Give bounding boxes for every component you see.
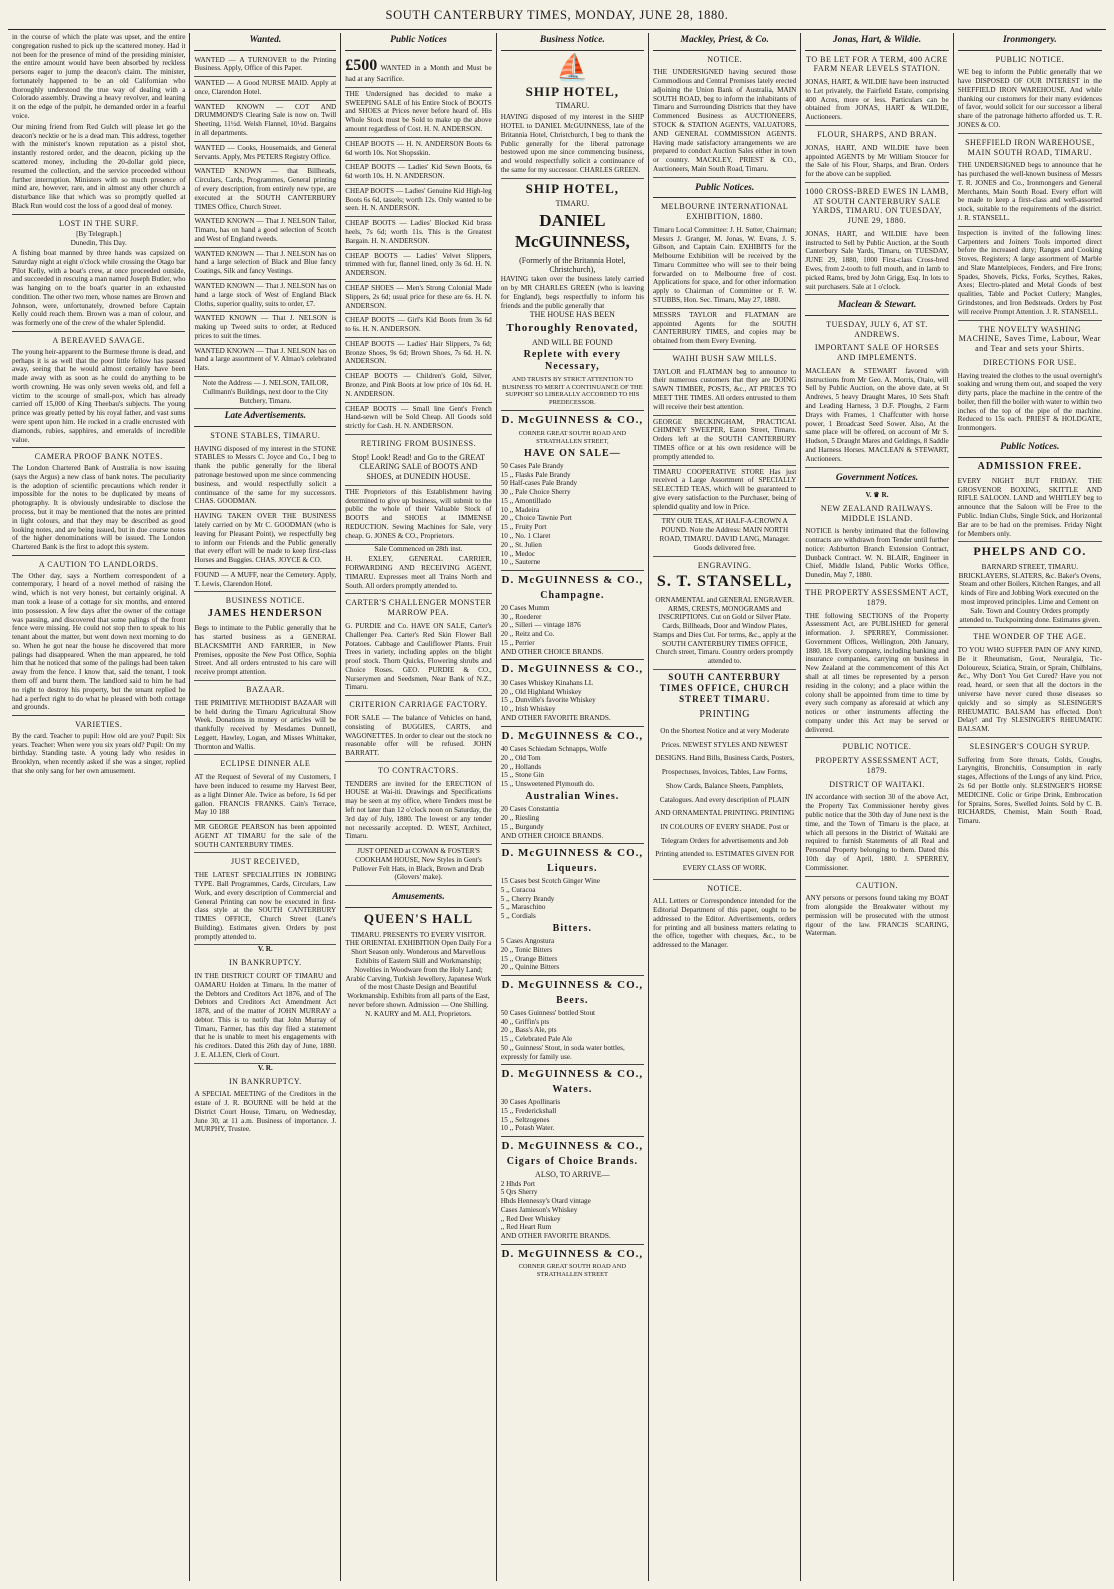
article-text: The young heir-apparent to the Burmese throne is dead, and perhaps it is as well that the poor little fellow has passed away, seeing that he would almost certainly have been made away with as soon as he could do anything to be worth crowning. He was only seven weeks old, and fell a victim to the scourge of small-pox, which has already carried off 15,000 of King Theebau's subjects. The young prince was greatly petted by his royal father, and vast sums were spent upon him. He rocked in a cradle encrusted with diamonds, rubies, sapphires, and emeralds of incredible value. — [12, 347, 186, 444]
ad-heading: SLESINGER'S COUGH SYRUP. — [969, 741, 1090, 751]
article-text: The London Chartered Bank of Australia is now issuing (says the Argus) a new class of bank notes. The peculiarity is the adoption of scientific precautions which render it impossible for the notes to be duplicated by means of photography. It is obviously undesirable to disclose the process, but it may be mentioned that the notes are printed in light colours, and that they may be described as good looking notes, and are being issued, but in due course notes of the higher denominations will be issued. The London Chartered Bank is the first to adopt this system. — [12, 464, 186, 552]
ad-emphasis: Australian Wines. — [525, 791, 620, 803]
classified-ad: THE UNDERSIGNED begs to announce that he has purchased the well-known business of Messrs T. R. JONES and Co., Ironmongers and General Merchants, Main South Road. Every effort will be made to keep a first-class and well-assorted stock, suitable to the requirements of the district. J. R. STANSELL. — [958, 159, 1102, 226]
column-4 — [497, 33, 649, 1581]
legal-notice: IN accordance with section 30 of the above Act, the Property Tax Commissioner hereby gives public notice that the 30th day of June next is the time, and the Town of Timaru is the place, at which all persons in the District of Waitaki are required to furnish Statements of all Real and Personal Property belonging to them. Dated this 10th day of April, 1880. J. SPERREY, Commissioner. — [805, 791, 948, 876]
classified-ad: ALL Letters or Correspondence intended for the Editorial Department of this paper, ought to be addressed to the Editor. Advertisements, orders for printing and all business matters relating to the office, together with cheques, &c., to be addressed to the Manager. — [653, 897, 797, 950]
dateline: [By Telegraph.] — [76, 230, 122, 239]
ad-name: D. McGUINNESS & CO., — [501, 847, 644, 860]
classified-ad: Stop! Look! Read! and Go to the GREAT CLEARING SALE of BOOTS AND SHOES, at DUNEDIN HOUSE. — [345, 451, 492, 486]
ad-heading: CRITERION CARRIAGE FACTORY. — [349, 700, 488, 710]
ad-heading: TO BE LET FOR A TERM, 400 ACRE FARM NEAR LEVELS STATION. — [806, 54, 948, 74]
ad-emphasis: HAVE ON SALE— — [523, 447, 621, 459]
price-list: 15 Cases best Scotch Ginger Wine 5 ,, Curacoa 5 ,, Cherry Brandy 5 ,, Maraschino 5 ,, Cordials — [500, 876, 600, 921]
classified-ad: HAVING TAKEN OVER THE BUSINESS lately carried on by Mr C. GOODMAN (who is leaving for Pleasant Point), we respectfully beg to inform our Friends and the Public generally that every effort will be made to keep first-class Horses and Buggies. CHAS. JOYCE & CO. — [194, 510, 336, 569]
section-header: Jonas, Hart, & Wildie. — [805, 33, 948, 51]
classified-ad: WANTED KNOWN — COT AND DRUMMOND'S Clearing Sale is now on. Twill Sheeting, 11½d. Welsh Flannel, 10½d. Bargains in all departments. — [194, 101, 336, 142]
ad-heading: TO CONTRACTORS. — [378, 765, 459, 775]
classified-ad: JONAS, HART, and WILDIE have been instructed to Sell by Public Auction, at the South Canterbury Sale Yards, Timaru, on TUESDAY, JUNE 29, 1880, 1000 First-class Cross-bred Ewes, from 2-tooth to full mouth, and in lamb to picked Rams, bred by John Grigg, Esq. In lots to suit purchasers. Sale at 1 o'clock. — [805, 228, 948, 295]
ad-heading: STONE STABLES, TIMARU. — [210, 430, 321, 440]
classified-ad: WE beg to inform the Public generally that we have DISPOSED OF OUR INTEREST in the SHEFFIELD IRON WAREHOUSE. And while thanking our customers for their many evidences of favor, would solicit for our successor a liberal share of the patronage hitherto afforded us. T. R. JONES & CO. — [958, 66, 1102, 133]
ad-heading: IN BANKRUPTCY. — [229, 1076, 302, 1086]
ad-emphasis: Cigars of Choice Brands. — [506, 1155, 638, 1167]
ad-heading: NOTICE. — [707, 54, 743, 64]
ad-heading: PUBLIC NOTICE. — [995, 54, 1065, 64]
legal-notice: IN THE DISTRICT COURT OF TIMARU and OAMARU Holden at Timaru. In the matter of the Debtors and Creditors Act 1876, and of The Debtors and Creditors Act Amendment Act 1878, and of the matter of JOHN MURRAY a debtor. This is to notify that John Murray of Timaru, Farmer, has this day filed a statement that he is unable to meet his engagements with his creditors. Dated this 26th day of June, 1880. J. E. ALLEN, Clerk of Court. — [194, 970, 336, 1064]
dateline: Dunedin, This Day. — [70, 239, 127, 248]
ad-emphasis: Replete with every Necessary, — [523, 349, 622, 373]
section-header: Government Notices. — [805, 471, 948, 489]
classified-ad: THE Proprietors of this Establishment having determined to give up business, will submit to the public the whole of their Valuable Stock of BOOTS and SHOES at IMMENSE REDUCTION. Sewing Machines for Sale, very cheap. G. JONES & CO., Proprietors. — [345, 486, 492, 545]
ad-name: D. McGUINNESS & CO., — [501, 574, 644, 587]
ad-name: D. McGUINNESS & CO., — [501, 1068, 644, 1081]
article-heading: A CAUTION TO LANDLORDS. — [38, 559, 159, 569]
ad-heading: IMPORTANT SALE OF HORSES AND IMPLEMENTS. — [814, 343, 940, 363]
article-heading: CAMERA PROOF BANK NOTES. — [34, 452, 163, 462]
classified-ad: CHEAP BOOTS — Girl's Kid Boots from 3s 6d to 6s. H. N. ANDERSON. — [345, 314, 492, 338]
royal-cipher: V. R. — [257, 1063, 273, 1072]
classified-ad: MR GEORGE PEARSON has been appointed AGENT AT TIMARU for the sale of the SOUTH CANTERBURY TIMES. — [194, 821, 336, 853]
ad-heading: BUSINESS NOTICE. — [225, 596, 305, 606]
classified-ad: Note the Address — J. NELSON, TAILOR, Cullmann's Buildings, next door to the City Butchery, Timaru. — [194, 377, 336, 409]
ad-text: AND TRUSTS BY STRICT ATTENTION TO BUSINESS TO MERIT A CONTINUANCE OF THE SUPPORT SO LIBERALLY ACCORDED TO HIS PREDECESSOR. — [501, 375, 643, 407]
classified-ad: Suffering from Sore throats, Colds, Coughs, Laryngitis, Bronchitis, Consumption in early stages, Affections of the Lungs of any kind. Price, 2s 6d per Bottle only. SLESINGER'S HORSE MEDICINE. Colic or Gripe Drink, Embrocation for Sprains, Sores, Swelled Joints. Sold by C. B. RICHARDS, Chemist, Main South Road, Timaru. — [957, 755, 1102, 826]
ad-name: QUEEN'S HALL — [363, 910, 474, 926]
ad-subtitle: CORNER GREAT SOUTH ROAD AND STRATHALLEN STREET, — [518, 429, 627, 445]
ad-name: SOUTH CANTERBURY TIMES OFFICE, CHURCH STREET TIMARU. — [659, 672, 790, 704]
ad-name: SHIP HOTEL, — [525, 83, 620, 99]
ad-text: ALSO, TO ARRIVE— — [535, 1169, 610, 1179]
article-heading: VARIETIES. — [75, 720, 123, 730]
ad-heading: NEW ZEALAND RAILWAYS. MIDDLE ISLAND. — [820, 503, 934, 523]
classified-ad: CHEAP BOOTS — Children's Gold, Silver, Bronze, and Pink Boots at low price of 10s 6d. H. N. ANDERSON. — [345, 370, 492, 402]
ad-heading: SHEFFIELD IRON WAREHOUSE, MAIN SOUTH ROAD, TIMARU. — [965, 137, 1095, 157]
classified-ad: THE UNDERSIGNED having secured those Commodious and Central Premises lately erected adjoining the Union Bank of Australia, MAIN SOUTH ROAD, beg to inform the inhabitants of Timaru and Surrounding Districts that they have Commenced Business as AUCTIONEERS, STOCK & STATION AGENTS, VALUATORS, AND GENERAL COMMISSION AGENTS. Having made satisfactory arrangements we are prepared to conduct Auction Sales either in town or country. MACKLEY, PRIEST & CO., Auctioneers, Main South Road, Timaru. — [653, 66, 796, 177]
ad-heading: RETIRING FROM BUSINESS. — [360, 438, 477, 448]
section-header: Public Notices — [345, 33, 492, 51]
price-list: 50 Cases Guinness' bottled Stout 40 ,, Griffin's pts 20 ,, Bass's Ale, pts 15 ,, Celebrated Pale Ale 50 ,, Guinness' Stout, in soda water bottles, expressly for family use. — [500, 1008, 625, 1061]
classified-ad: On the Shortest Notice and at very Moderate Prices. NEWEST STYLES AND NEWEST DESIGNS. Hand Bills, Business Cards, Posters, Prospectuses, Invoices, Tables, Law Forms, Show Cards, Balance Sheets, Pamphlets, Catalogues. And every description of PLAIN AND ORNAMENTAL PRINTING. PRINTING IN COLOURS OF EVERY SHADE. Post or Telegram Orders for advertisements and Job Printing attended to. ESTIMATES GIVEN FOR EVERY CLASS OF WORK. — [653, 723, 796, 879]
ad-subtitle: TIMARU. — [555, 198, 590, 208]
classified-ad: Inspection is invited of the following lines: Carpenters and Joiners Tools imported direct before the increased duty; Ranges and Cooking Stoves, Registers; A large assortment of Marble and Slate Mantelpieces, Fenders, and Fire Irons; Spades, Shovels, Picks, Forks, Scythes, Rakes, Axes; Electro-plated and Metal Goods of best qualities, Table and Pocket Cutlery; Mangles, Grindstones, and Iron Bedsteads. Orders by Post will receive Prompt Attention. J. R. STANSELL. — [958, 227, 1102, 321]
ad-heading: DIRECTIONS FOR USE. — [982, 357, 1077, 367]
classified-ad: WANTED KNOWN — That J. NELSON has on hand a large selection of Black and Blue fancy Coatings, Silk and fancy Vestings. — [194, 248, 336, 280]
ad-emphasis: Champagne. — [540, 589, 605, 601]
ad-subtitle: (Formerly of the Britannia Hotel, Christchurch), — [519, 255, 626, 275]
classified-ad: FOR SALE — The balance of Vehicles on hand, consisting of BUGGIES, CARTS, and WAGONETTES. In order to clear out the stock no reasonable offer will be refused. JOHN BARRATT. — [345, 712, 492, 762]
ad-heading: ECLIPSE DINNER ALE — [220, 759, 311, 769]
price-list: 2 Hhds Port 5 Qrs Sherry Hhds Hennessy's Otard vintage Cases Jamieson's Whiskey ,, Red Deer Whiskey ,, Red Heart Rum AND OTHER FAVORITE BRANDS. — [500, 1179, 611, 1241]
ad-text: Sale Commenced on 28th inst. — [374, 544, 463, 553]
article-text: Our mining friend from Red Gulch will please let go the deacon's necktie or he is a dead man. This address, together with the minister's known reputation as a pistol shot, instantly restored order, and the deacon, picking up the scattered money, including the 20-dollar gold piece, resumed the collection, and the service proceeded without further interruption. Ministers with so much presence of mind are, however, rare, and in almost any other church a disturbance like that which was so promptly quelled at Black Run would cost the loss of a good deal of money. — [12, 122, 186, 210]
column-7 — [954, 33, 1106, 1581]
ad-name: D. McGUINNESS & CO., — [501, 979, 644, 992]
ad-name: S. T. STANSELL, — [656, 573, 793, 591]
section-header: Wanted. — [194, 33, 336, 51]
classified-ad: CHEAP BOOTS — Ladies' Hair Slippers, 7s 6d; Bronze Shoes, 9s 6d; Brown Shoes, 7s 6d. H. N. ANDERSON. — [345, 338, 492, 370]
legal-notice: ANY persons or persons found taking my BOAT from alongside the Breakwater without my permission will be prosecuted with the utmost rigour of the law. FRANCIS SCARING, Waterman. — [805, 894, 949, 938]
column-3 — [341, 33, 497, 1581]
ad-heading: THE NOVELTY WASHING MACHINE, Saves Time, Labour, Wear and Tear and sets your Shirts. — [958, 324, 1101, 354]
classified-ad: JONAS, HART, AND WILDIE have been appointed AGENTS by Mr William Stoucer for the Sale of his Flour, Sharps, and Bran. Orders for the above can be supplied. — [805, 142, 948, 183]
ad-heading: IN BANKRUPTCY. — [229, 958, 302, 968]
classified-ad — [345, 54, 492, 88]
classified-ad: WANTED — A TURNOVER to the Printing Business. Apply, Office of this Paper. — [194, 54, 336, 78]
ad-heading: THE WONDER OF THE AGE. — [973, 632, 1087, 642]
classified-ad: CHEAP SHOES — Men's Strong Colonial Made Slippers, 2s 6d; usual price for these are 6s. H. N. ANDERSON. — [345, 282, 492, 314]
section-header: Late Advertisements. — [194, 409, 336, 427]
classified-ad: WANTED KNOWN — That J. NELSON has on hand a large stock of West of England Black Cloths, superior quality, suits to order, £7. — [194, 280, 336, 312]
classified-ad: MACLEAN & STEWART favored with instructions from Mr Geo. A. Morris, Otaio, will Sell by Public Auction, on the above date, at St Andrews, 5 heavy Draught Mares, 10 Sets Shaft and Leading Harness, 3 D.F. Ploughs, 2 Farm Drays with Frames, 1 Chaffcutter with horse power, 1 Broadcast Seed Sower. Also, At the same place will be offered, on account of Mr S. Hudson, 5 Draught Mares and Geldings, 8 Saddle and Harness Horses. MACLEAN & STEWART, Auctioneers. — [805, 365, 948, 468]
ad-heading: TUESDAY, JULY 6, AT ST. ANDREWS. — [826, 319, 928, 339]
classified-ad: CHEAP BOOTS — H. N. ANDERSON Boots 6s 6d worth 10s. Not Shopsskin. — [345, 138, 492, 162]
ad-name: D. McGUINNESS & CO., — [501, 1247, 644, 1260]
ad-name: D. McGUINNESS & CO., — [501, 663, 644, 676]
price-list: 20 Cases Mumm 30 ,, Roederer 20 ,, Silleri — vintage 1876 20 ,, Reitz and Co. 15 ,, Perrier AND OTHER CHOICE BRANDS. — [500, 603, 604, 656]
column-1 — [8, 33, 190, 1581]
classified-ad: FOUND — A MUFF, near the Cemetery. Apply, T. Lewis, Clarendon Hotel. — [194, 569, 336, 593]
ad-heading: JUST RECEIVED, — [231, 857, 300, 867]
ad-heading: MELBOURNE INTERNATIONAL EXHIBITION, 1880. — [661, 202, 789, 222]
ad-emphasis: Liqueurs. — [547, 862, 598, 874]
classified-ad: CHEAP BOOTS — Ladies' Kid Sewn Boots, 6s 6d worth 10s. H. N. ANDERSON. — [345, 161, 492, 185]
price-list: 30 Cases Apollinaris 15 ,, Frederickshall 15 ,, Seltzogenes 10 ,, Potash Water. — [500, 1098, 561, 1133]
classified-ad: TAYLOR and FLATMAN beg to announce to their numerous customers that they are DOING SAWN TIMBER, POSTS, &c., AT PRICES TO MEET THE TIMES. All orders entrusted to them will receive their best attention. — [653, 366, 796, 416]
ad-name: ADMISSION FREE. — [977, 460, 1083, 472]
classified-ad: TIMARU COOPERATIVE STORE Has just received a Large Assortment of SPECIALLY SELECTED TEAS, which will be guaranteed to give every satisfaction to the Purchaser, being of splendid quality and low in Price. — [653, 466, 796, 516]
ad-name: DANIEL McGUINNESS, — [514, 211, 630, 251]
article-text: By the card. Teacher to pupil: How old are you? Pupil: Six years. Teacher: When were you six years old? Pupil: On my birthday. Standing taste. A young lady who resides in Brooklyn, when recently asked if she was a singer, replied that she only sang for her own amusement. — [12, 731, 186, 775]
classified-ad: Begs to intimate to the Public generally that he has started business as a GENERAL BLACKSMITH AND FARRIER, in New Premises, opposite the New Post Office, Sophia Street. And all orders entrusted to his care will receive prompt attention. — [194, 622, 336, 681]
column-6 — [801, 33, 953, 1581]
ad-subtitle: TIMARU. — [555, 101, 590, 111]
ad-name: PHELPS AND CO. — [973, 544, 1087, 559]
classified-ad: TENDERS are invited for the ERECTION of HOUSE at Wai-iti. Drawings and Specifications may be seen at my office, where Tenders must be left not later than 12 o'clock noon on Saturday, the 3rd day of July, 1880. The lowest or any tender not necessarily accepted. D. WEST, Architect, Timaru. — [345, 778, 492, 845]
article-text: in the course of which the plate was upset, and the entire congregation rushed to pick up the scattered money. Had it not been for the presence of mind of the presiding minister, the entire amount would have been absorbed by reckless persons eager to jump the deacon's claim. The minister, fortunately happened to be an old Californian who thoroughly understood the true way of dealing with a Colorado assembly. Drawing a heavy revolver, and leaning it on the edge of the pulpit, he demanded order in a fearful voice. — [12, 33, 186, 121]
classified-ad: AT the Request of Several of my Customers, I have been induced to resume my Harvest Beer, as a light Dinner Ale. Twice as before, 1s 6d per gallon. FRANCIS FRANKS. Cain's Terrace, May 10 188 — [194, 771, 336, 821]
amount-heading: £500 — [345, 56, 378, 74]
ad-heading: 1000 CROSS-BRED EWES IN LAMB, AT SOUTH CANTERBURY SALE YARDS, TIMARU. ON TUESDAY, JUNE 29, 1880. — [805, 186, 949, 226]
royal-cipher: V. ♛ R. — [865, 491, 889, 500]
section-header: Public Notices. — [958, 440, 1102, 458]
price-list: 40 Cases Schiedam Schnapps, Wolfe 20 ,, Old Tom 20 ,, Hollands 15 ,, Stone Gin 15 ,, Unsweetened Plymouth do. — [500, 745, 607, 789]
classified-ad: ORNAMENTAL and GENERAL ENGRAVER. ARMS, CRESTS, MONOGRAMS and INSCRIPTIONS. Cut on Gold or Silver Plate. Cards, Billheads, Door and Window Plates, Stamps and Dies Cut. For terms, &c., apply at the SOUTH CANTERBURY TIMES OFFICE, Church street, Timaru. Country orders promptly attended to. — [653, 594, 796, 670]
classified-ad: CHEAP BOOTS — Ladies' Velvet Slippers, trimmed with fur, flannel lined, only 3s 6d. H. N. ANDERSON. — [345, 250, 492, 282]
ad-heading: ENGRAVING. — [697, 560, 752, 570]
classified-ad: HAVING disposed of my interest in the SHIP HOTEL to DANIEL McGUINNESS, late of the Britannia Hotel, Christchurch, I beg to thank the Public generally for the liberal patronage bestowed upon me since commencing business, and would respectfully solicit a continuance of the same for my successor. CHARLES GREEN. — [501, 111, 644, 178]
classified-ad: JONAS, HART, & WILDIE have been instructed to Let privately, the Fairfield Estate, comprising 400 Acres, more or less. Particulars can be obtained from JONAS, HART & WILDIE, Auctioneers. — [805, 76, 948, 126]
classified-ad: WANTED KNOWN — That J. NELSON has on hand a large assortment of V. Almao's celebrated Hats. — [194, 345, 336, 377]
columns — [8, 33, 1106, 1581]
price-list: 30 Cases Whiskey Kinahans LL 20 ,, Old Highland Whiskey 15 ,, Dunville's favorite Whiskey 10 ,, Irish Whiskey AND OTHER FAVORITE BRANDS. — [500, 678, 611, 722]
ad-heading: PROPERTY ASSESSMENT ACT, 1879. — [815, 756, 939, 775]
ad-name: D. McGUINNESS & CO., — [501, 729, 644, 742]
ad-emphasis: Beers. — [556, 994, 589, 1006]
article-text: A fishing boat manned by three hands was capsized on Saturday night at eight o'clock while crossing the Otago bar Pilot Kelly, with a boat's crew, at once proceeded outside, and succeeded in rescuing a man named Joseph Butler, who was hanging on to the boat's quarter in an exhausted condition. The other two men, whose names are Brown and Johnson, were, unfortunately, drowned before Captain Kelly could reach them. Brown was a man of colour, and was formerly one of the crew of the whaler Splendid. — [12, 248, 186, 328]
price-list: 50 Cases Pale Brandy 15 ,, Flasks Pale Brandy 50 Half-cases Pale Brandy 30 ,, Pale Choice Sherry 15 ,, Amontillado 10 ,, Madeira 20 ,, Choice Tawnie Port 15 ,, Fruity Port 10 ,, No. 1 Claret 20 ,, St. Julien 10 ,, Medoc 10 ,, Sauterne — [500, 461, 578, 567]
ad-heading: THE PROPERTY ASSESSMENT ACT, 1879. — [805, 588, 949, 607]
ad-heading: DISTRICT OF WAITAKI. — [829, 779, 925, 789]
legal-notice: THE following SECTIONS of the Property Assessment Act, are PUBLISHED for general information. J. SPERREY, Commissioner. Government Offices, Wellington, 20th January, 1880. 18. Every company, including banking and insurance companies, carrying on business in New Zealand at the commencement of this Act shall at all times be represented by a person residing in the colony; and a place within the colony shall be appointed from time to time by every such company as aforesaid at which any notices or other instruments affecting the company under this Act may be served or delivered. — [805, 610, 948, 739]
classified-ad: TRY OUR TEAS, AT HALF-A-CROWN A POUND. Note the Address: MAIN NORTH ROAD, TIMARU. DAVID LANG, Manager. Goods delivered free. — [653, 515, 796, 556]
classified-ad: THE PRIMITIVE METHODIST BAZAAR will be held during the Timaru Agricultural Show Week. Donations in money or articles will be thankfully received by Mesdames Dunnell, Leggett, Hawley, Logan, and Misses Whittaker, Thornton and Wallis. — [194, 697, 336, 756]
royal-cipher: V. R. — [257, 945, 273, 954]
classified-ad: Having treated the clothes to the usual overnight's soaking and wrung them out, and soaped the very dirty parts, place the machine in the centre of the boiler, then fill the boiler with water to within two inches of the top of the pipe of the machine. Reduced to 15s each. PRIEST & HOLDGATE, Ironmongers. — [958, 370, 1102, 437]
section-header: Amusements. — [345, 890, 492, 908]
masthead: SOUTH CANTERBURY TIMES, MONDAY, JUNE 28, 1880. — [8, 4, 1106, 30]
ad-heading: CARTER'S CHALLENGER MONSTER MARROW PEA. — [345, 598, 492, 618]
ad-name: JAMES HENDERSON — [207, 608, 323, 620]
column-5 — [649, 33, 801, 1581]
article-heading: LOST IN THE SURF. — [58, 218, 139, 228]
ad-heading: PRINTING — [699, 708, 751, 720]
classified-ad: WANTED — Cooks, Housemaids, and General Servants. Apply, Mrs PETERS Registry Office. — [194, 142, 336, 166]
ad-emphasis: Thoroughly Renovated, — [506, 322, 639, 335]
ad-heading: NOTICE. — [707, 883, 743, 893]
section-header: Business Notice. — [501, 33, 644, 51]
classified-ad: TO YOU WHO SUFFER PAIN OF ANY KIND, Be it Rheumatism, Gout, Neuralgia, Tic-Doloureux, Sciatica, Strain, or Sprain, Chilblains, &c., Why Don't You Get Cured? Have you not read, heard, or seen that all the doctors in the universe have never cured those diseases so quickly and so simply as SLESINGER'S RHEUMATIC BALSAM has effected. Don't Delay! and Try SLESINGER'S RHEUMATIC BALSAM. — [958, 644, 1102, 738]
classified-ad: EVERY NIGHT BUT FRIDAY. THE GROSVENOR BOXING, SKITTLE AND RIFLE SALOON. LAND and WHITLEY beg to announce that the Saloon will be Free to the Public. Indian Clubs, Single Stick, and Horizontal Bar are to be had on the premises. Friday Night for Members only. — [958, 475, 1102, 542]
classified-ad: Timaru Local Committee: J. H. Sutter, Chairman; Messrs J. Granger, M. Jonas, W. Evans, J. S. Gibson, and Captain Cain. EXHIBITS for the Melbourne Exhibition will be received by the Timaru Committee who will see to their being forwarded on to Melbourne free of cost. Applications for space, and for other information apply to Chairman of Committee or F. W. STUBBS, Hon. Sec. Timaru, May 27, 1880. — [653, 224, 796, 309]
legal-notice: A SPECIAL MEETING of the Creditors in the estate of J. R. BOURNE will be held at the District Court House, Timaru, on Wednesday, June 30, at 11 a.m. Business of importance. J. MURPHY, Trustee. — [194, 1090, 337, 1134]
classified-ad: GEORGE BECKINGHAM, PRACTICAL CHIMNEY SWEEPER, Eaton Street, Timaru. Orders left at the SOUTH CANTERBURY TIMES office or at his own residence will be promptly attended to. — [653, 416, 796, 466]
classified-ad: WANTED KNOWN — That J. NELSON is making up Tweed suits to order, at Reduced prices to suit the times. — [194, 312, 336, 344]
ad-name: SHIP HOTEL, — [525, 180, 620, 196]
ad-text: THE HOUSE HAS BEEN — [529, 310, 615, 320]
classified-ad: HAVING disposed of my interest in the STONE STABLES to Messrs C. Joyce and Co., I beg to thank the public generally for the liberal patronage bestowed upon me since commencing business, and would respectfully solicit a continuance of the same for my successors. CHAS. GOODMAN. — [194, 443, 336, 510]
classified-ad: BARNARD STREET, TIMARU. BRICKLAYERS, SLATERS, &c. Baker's Ovens, Steam and other Boilers, Kitchen Ranges, and all kinds of Fire and Jobbing Work executed on the most improved principles. Lime and Cement on Sale. Town and Country Orders promptly attended to. Tuckpointing done. Estimates given. — [958, 561, 1102, 628]
ad-text: WANTED in a Month and Must be had at any Sacrifice. — [345, 63, 492, 84]
classified-ad: WANTED KNOWN — That J. NELSON Tailor, Timaru, has on hand a good selection of Scotch and West of England tweeds. — [194, 215, 336, 247]
price-list: 20 Cases Constantia 20 ,, Riesling 15 ,, Burgundy AND OTHER CHOICE BRANDS. — [500, 805, 604, 840]
ad-heading: FLOUR, SHARPS, AND BRAN. — [817, 129, 937, 139]
section-header: Public Notices. — [653, 181, 796, 199]
classified-ad: H. EXLEY, GENERAL CARRIER, FORWARDING AND RECEIVING AGENT, TIMARU. Expresses meet all Trains North and South. All orders promptly attended to. — [345, 553, 492, 594]
article-heading: A BEREAVED SAVAGE. — [52, 335, 145, 345]
ad-emphasis: Waters. — [552, 1083, 593, 1095]
article-text: The Other day, says a Northern correspondent of a contemporary, I heard of a novel method of raising the wind, which is not very honest, but certainly original. A man took a lease of a cottage for six months, and entered into possession. A few days after the owner of the cottage was passing, and discovered that some palings of the front fence were missing. He could not stop then to speak to his tenant about the matter, but went down next morning to do so. When he got near the house he discovered that more palings had disappeared. When the man appeared, he told him that he noticed that some of the palings had been taken away from the fence. I know that, said the tenant, I took them off and burnt them. The landlord said to him he had no right to destroy his property, but the tenant replied he had a perfect right to do what he pleased with both cottage and grounds. — [12, 571, 186, 712]
classified-ad: G. PURDIE and Co. HAVE ON SALE, Carter's Challenger Pea. Carter's Red Skin Flower Ball Potatoes. Cabbage and Cauliflower Plants. Fruit Trees in variety, including apples on the blight proof stock. Thorn Quicks, Flowering shrubs and Choice Roses. GEO. PURDIE & CO., Nurserymen and Seedsmen, Near Bank of N.Z., Timaru. — [345, 620, 492, 696]
ad-subtitle: CORNER GREAT SOUTH ROAD AND STRATHALLEN STREET — [518, 1263, 627, 1279]
ship-icon: ⛵ — [556, 52, 589, 82]
classified-ad: CHEAP BOOTS — Ladies' Genuine Kid High-leg Boots 6s 6d, tassels; worth 12s. Only wanted to be seen. H. N. ANDERSON. — [345, 185, 492, 217]
ad-name: D. McGUINNESS & CO., — [501, 414, 644, 427]
classified-ad: THE LATEST SPECIALITIES IN JOBBING TYPE. Ball Programmes, Cards, Circulars, Law Work, and every description of Commercial and General Printing can now be executed in first-class style at the SOUTH CANTERBURY TIMES OFFICE, Church Street (Lane's Building). Estimates given. Orders by post promptly attended to. — [194, 869, 336, 945]
ad-emphasis: Bitters. — [552, 922, 593, 934]
ad-heading: BAZAAR. — [246, 685, 285, 695]
section-header: Maclean & Stewart. — [805, 298, 948, 316]
column-2 — [190, 33, 341, 1581]
ad-heading: CAUTION. — [856, 880, 898, 890]
section-header: Mackley, Priest, & Co. — [653, 33, 796, 51]
ad-text: AND WILL BE FOUND — [532, 337, 613, 347]
ad-text: HAVING taken over the business lately carried on by MR CHARLES GREEN (who is leaving for England), begs respectfully to inform his friends and the public generally that — [500, 275, 645, 310]
classified-ad: CHEAP BOOTS — Small line Gent's French Hand-sewn will be Sold Cheap. All Goods sold strictly for Cash. H. N. ANDERSON. — [345, 403, 492, 435]
ad-heading: PUBLIC NOTICE. — [842, 742, 912, 752]
classified-ad: TIMARU. PRESENTS TO EVERY VISITOR. THE ORIENTAL EXHIBITION Open Daily For a Short Season only. Wonderous and Marvellous Exhibits of Eastern Skill and Workmanship; Novelties in Woodware from the Holy Land; Arabic Carving, Turkish Jewellery, Japanese Work of the most Chaste Design and Beautiful Workmanship. Exhibits from all parts of the East, never before shown. Admission — One Shilling. N. KAURY and M. ALI, Proprietors. — [345, 930, 492, 1018]
classified-ad: WANTED — A Good NURSE MAID. Apply at once, Clarendon Hotel. — [194, 77, 336, 101]
classified-ad: WANTED KNOWN — that Billheads, Circulars, Cards, Programmes, General printing of every description, from entirely new type, are executed at the SOUTH CANTERBURY TIMES Office, Church Street. — [194, 165, 336, 215]
classified-ad: MESSRS TAYLOR and FLATMAN are appointed Agents for the SOUTH CANTERBURY TIMES, and copies may be obtained from them Every Evening. — [653, 309, 796, 350]
ad-heading: WAIHI BUSH SAW MILLS. — [672, 353, 777, 363]
ad-name: D. McGUINNESS & CO., — [501, 1140, 644, 1153]
classified-ad: THE Undersigned has decided to make a SWEEPING SALE of his Entire Stock of BOOTS and SHOES at Prices never before heard of. His Whole Stock must be Sold to make up the above amount regardless of Cost. H. N. ANDERSON. — [345, 88, 492, 138]
legal-notice: NOTICE is hereby intimated that the following contracts are withdrawn from Tender until further notice: Ashburton Branch Extension Contract, Dunback Contract. W. N. BLAIR, Engineer in Chief, Middle Island, Public Works Office, Dunedin, May 7, 1880. — [805, 525, 948, 584]
section-header: Ironmongery. — [958, 33, 1102, 51]
price-list: 5 Cases Angostura 20 ,, Tonic Bitters 15 ,, Orange Bitters 20 ,, Quinine Bitters — [500, 937, 560, 972]
classified-ad: CHEAP BOOTS — Ladies' Blocked Kid brass heels, 7s 6d; worth 11s. This is the Greatest Bargain. H. N. ANDERSON. — [345, 217, 492, 249]
classified-ad: JUST OPENED at COWAN & FOSTER'S COOKHAM HOUSE, New Styles in Gent's Pullover Felt Hats, in Black, Brown and Drab (Glovers' make). — [345, 845, 492, 886]
